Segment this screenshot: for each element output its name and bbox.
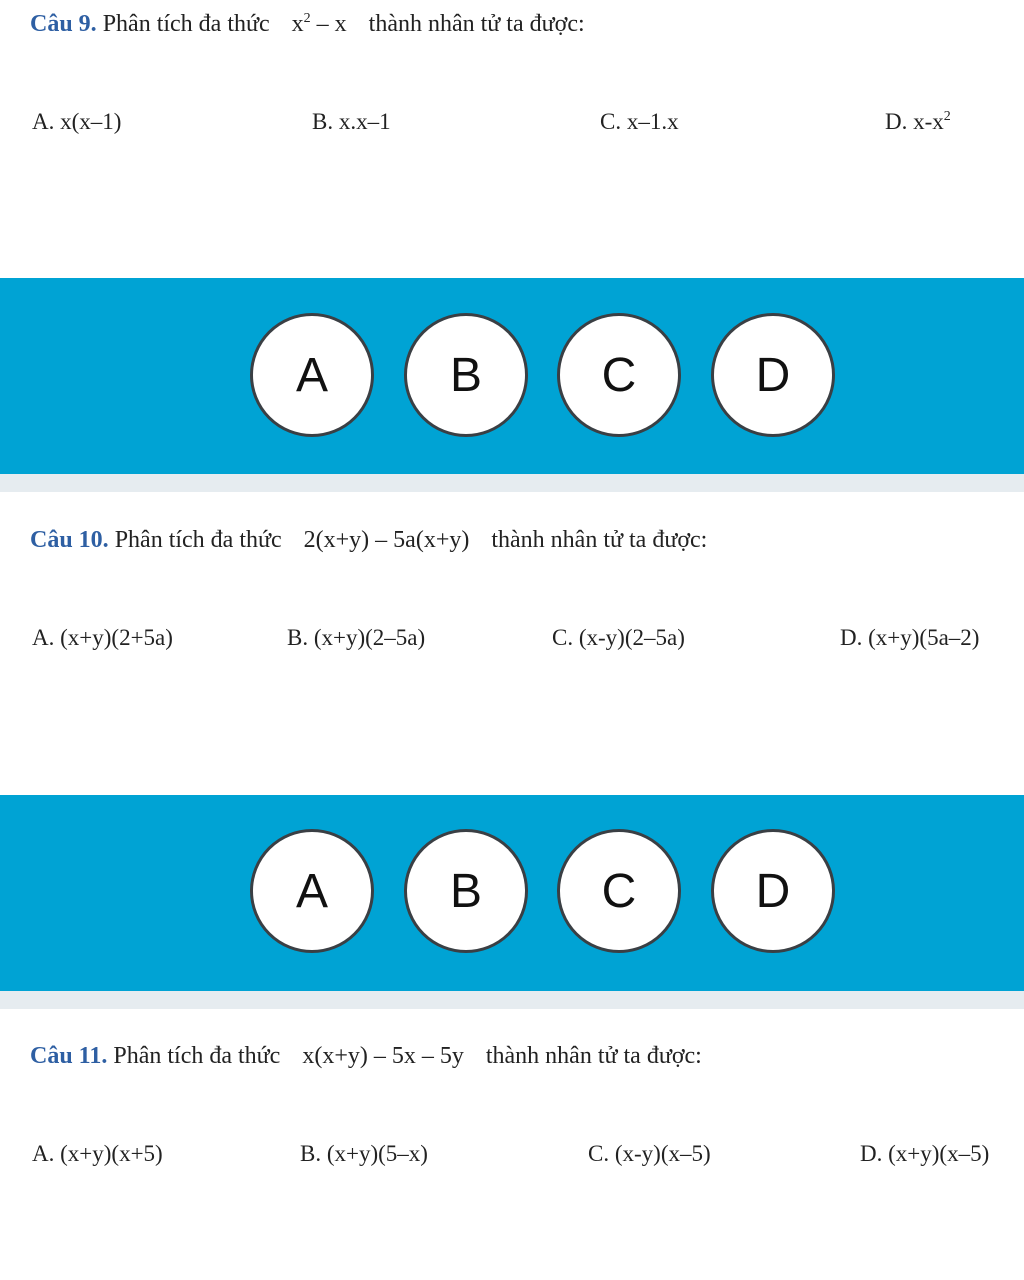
question-11-option-d: D. (x+y)(x–5)	[860, 1141, 990, 1166]
question-expression: 2(x+y) – 5a(x+y)	[303, 527, 470, 553]
answer-button-a[interactable]: A	[250, 313, 374, 437]
question-9-text	[30, 12, 585, 36]
question-10-option-a: A. (x+y)(2+5a)	[32, 625, 173, 650]
answer-button-c[interactable]: C	[557, 313, 681, 437]
question-prompt: Phân tích đa thức	[113, 1043, 281, 1069]
question-11-option-b: B. (x+y)(5–x)	[300, 1141, 428, 1166]
question-number: Câu 9.	[30, 11, 97, 37]
question-number: Câu 10.	[30, 527, 109, 553]
question-9-option-b: B. x.x–1	[312, 109, 391, 134]
question-number: Câu 11.	[30, 1043, 108, 1069]
question-prompt: Phân tích đa thức	[102, 11, 270, 37]
question-suffix: thành nhân tử ta được:	[491, 527, 708, 553]
answer-button-b[interactable]: B	[404, 313, 528, 437]
question-9-option-d: D. $x-x^2$	[885, 109, 951, 134]
question-9-option-c: C. x–1.x	[600, 109, 679, 134]
question-expression: $x^2$ – x	[291, 11, 347, 37]
question-10-option-d: D. (x+y)(5a–2)	[840, 625, 980, 650]
question-expression: x(x+y) – 5x – 5y	[302, 1043, 464, 1069]
question-9-option-a: A. x(x–1)	[32, 109, 122, 134]
answer-button-d[interactable]: D	[711, 313, 835, 437]
question-suffix: thành nhân tử ta được:	[485, 1043, 702, 1069]
question-11-text	[30, 1044, 702, 1068]
question-prompt: Phân tích đa thức	[114, 527, 282, 553]
question-10-option-c: C. (x-y)(2–5a)	[552, 625, 685, 650]
answer-button-d[interactable]: D	[711, 829, 835, 953]
question-10-option-b: B. (x+y)(2–5a)	[287, 625, 426, 650]
question-10-text	[30, 528, 707, 552]
question-11-option-c: C. (x-y)(x–5)	[588, 1141, 711, 1166]
band-divider	[0, 474, 1024, 492]
question-suffix: thành nhân tử ta được:	[368, 11, 585, 37]
question-11-option-a: A. (x+y)(x+5)	[32, 1141, 163, 1166]
answer-button-a[interactable]: A	[250, 829, 374, 953]
band-divider	[0, 991, 1024, 1009]
answer-button-c[interactable]: C	[557, 829, 681, 953]
answer-button-b[interactable]: B	[404, 829, 528, 953]
